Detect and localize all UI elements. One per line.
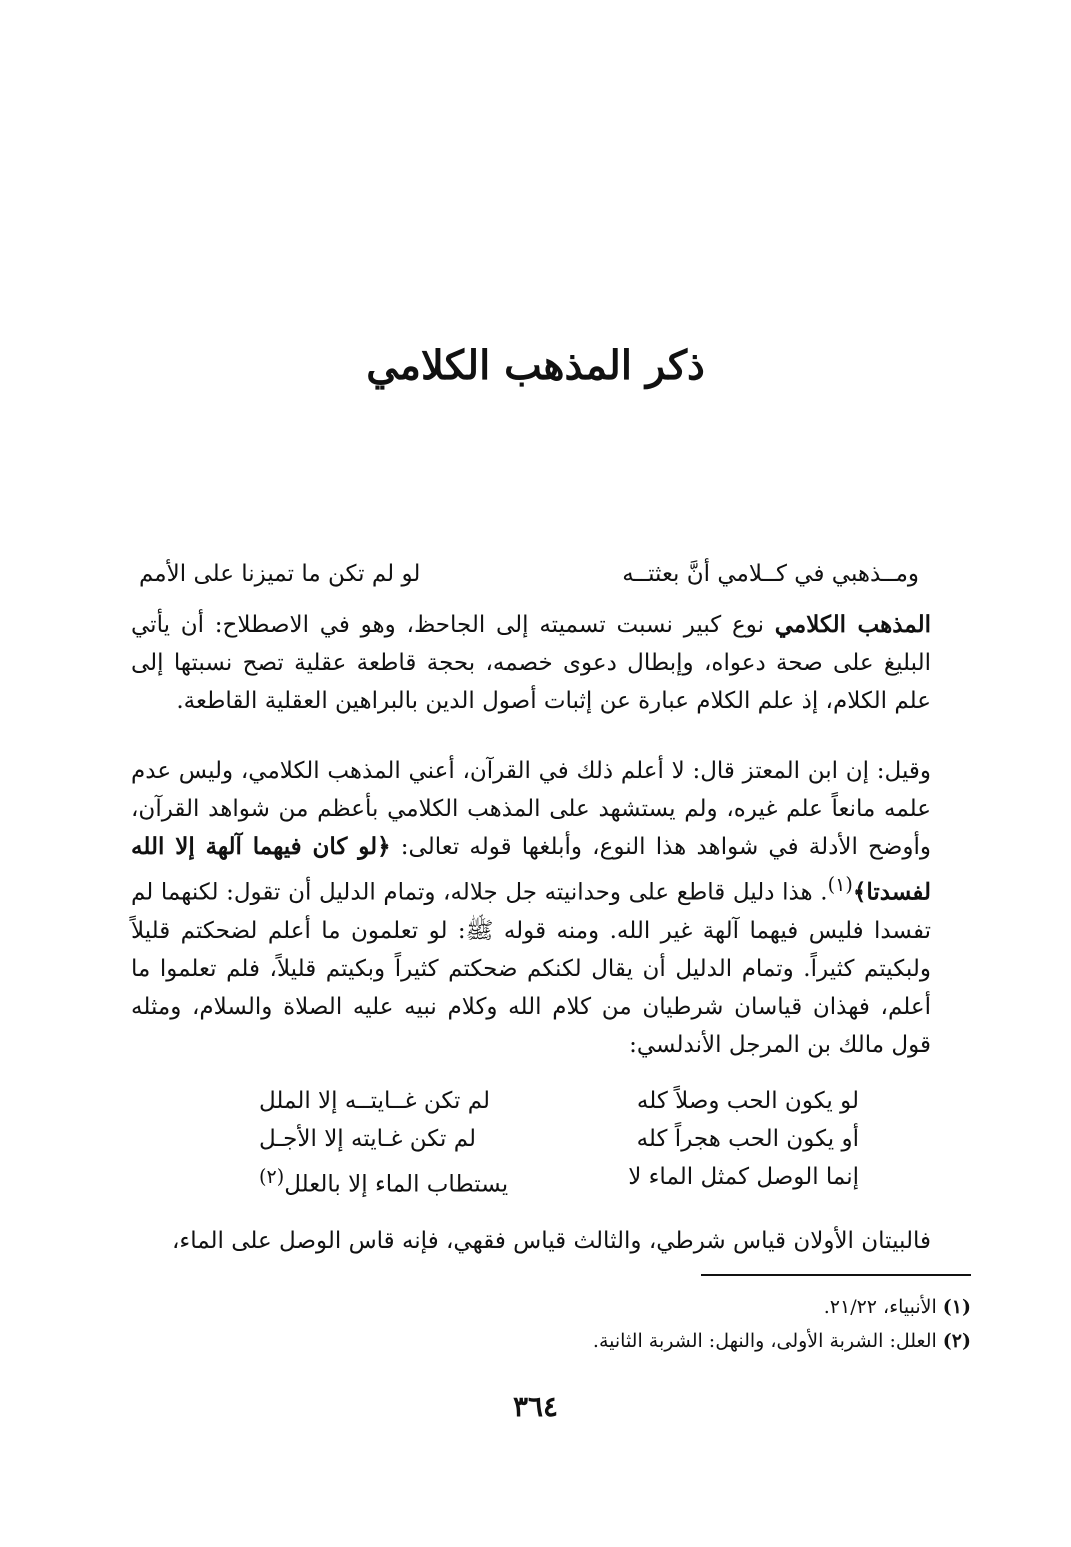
footnote-text: الأنبياء، ٢١/٢٢.	[823, 1296, 937, 1318]
paragraph-definition	[131, 606, 931, 720]
footnote-number: (٢)	[942, 1330, 971, 1352]
page-number: ٣٦٤	[512, 1390, 559, 1423]
verse-second-hemistich: لو لم تكن ما تميزنا على الأمم	[139, 561, 421, 587]
footnote-divider	[701, 1274, 971, 1276]
footnote	[171, 1290, 971, 1324]
verse-second-hemistich: لم تكن غـايته إلا الأجـل	[259, 1126, 477, 1152]
chapter-title: ذكر المذهب الكلامي	[366, 342, 705, 389]
footnotes	[171, 1290, 971, 1358]
poem-line	[259, 1158, 859, 1204]
verse-second-hemistich: لم تكن غــايتــه إلا الملل	[259, 1088, 491, 1114]
footnote	[171, 1324, 971, 1358]
poem-line	[259, 1120, 859, 1158]
footnote-ref: (٢)	[259, 1165, 285, 1188]
paragraph-text: وقيل: إن ابن المعتز قال: لا أعلم ذلك في القرآن، أعني المذهب الكلامي، وليس عدم علمه مانعاً علم غيره، ولم يستشهد على المذهب الكلامي بأعظم من شواهد القرآن، وأوضح الأدلة في شواهد هذا النوع، وأبلغها قوله تعالى:	[131, 758, 931, 860]
paragraph-examples	[131, 752, 931, 1064]
verse-second-hemistich	[259, 1158, 508, 1204]
opening-verse	[139, 556, 919, 592]
footnote-text: العلل: الشربة الأولى، والنهل: الشربة الثانية.	[592, 1330, 937, 1352]
poem-block	[259, 1082, 859, 1204]
quran-quote: ﴿لو كان فيهما آلهة إلا الله لفسدتا﴾	[131, 833, 931, 906]
poem-line	[259, 1082, 859, 1120]
verse-first-hemistich: أو يكون الحب هجراً كله	[636, 1126, 859, 1152]
verse-first-hemistich: لو يكون الحب وصلاً كله	[636, 1088, 859, 1114]
paragraph-text: . هذا دليل قاطع على وحدانيته جل جلاله، وتمام الدليل أن تقول: لكنهما لم تفسدا فليس فيهما آلهة غير الله. ومنه قوله ﷺ: لو تعلمون ما أعلم لضحكتم قليلاً ولبكيتم كثيراً. وتمام الدليل أن يقال لكنكم ضحكتم كثيراً وبكيتم قليلاً، فلم تعلموا ما أعلم، فهذان قياسان شرطيان من كلام الله وكلام نبيه عليه الصلاة والسلام، ومثله قول مالك بن المرجل الأندلسي:	[131, 879, 931, 1058]
paragraph-conclusion: فالبيتان الأولان قياس شرطي، والثالث قياس فقهي، فإنه قاس الوصل على الماء،	[171, 1228, 931, 1254]
verse-first-hemistich: إنما الوصل كمثل الماء لا	[628, 1164, 859, 1190]
verse-first-hemistich: ومــذهبي في كــلامي أنَّ بعثتــه	[622, 561, 919, 587]
verse-text: يستطاب الماء إلا بالعلل	[284, 1171, 509, 1198]
paragraph-text: نوع كبير نسبت تسميته إلى الجاحظ، وهو في الاصطلاح: أن يأتي البليغ على صحة دعواه، وإبطال دعوى خصمه، بحجة قاطعة عقلية تصح نسبتها إلى علم الكلام، إذ علم الكلام عبارة عن إثبات أصول الدين بالبراهين العقلية القاطعة.	[131, 612, 931, 714]
term-lead: المذهب الكلامي	[774, 611, 931, 638]
footnote-ref: (١)	[827, 873, 853, 896]
footnote-number: (١)	[942, 1296, 971, 1318]
